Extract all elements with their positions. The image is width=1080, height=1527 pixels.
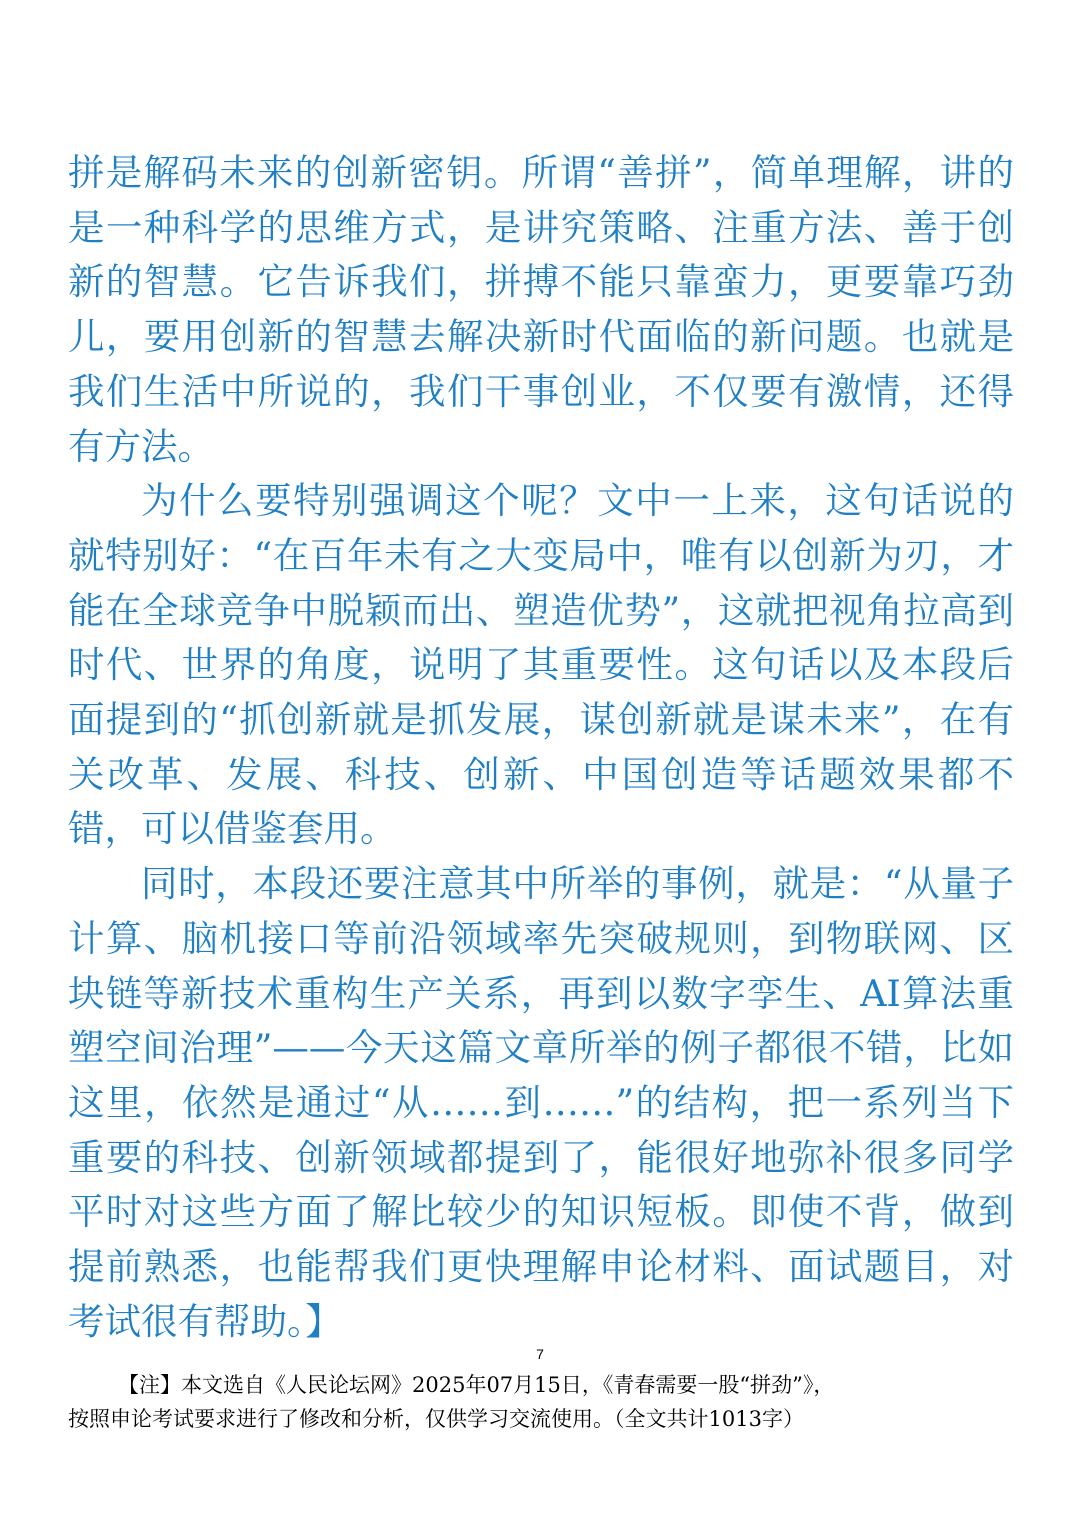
paragraph-1: 拼是解码未来的创新密钥。所谓“善拼”，简单理解，讲的是一种科学的思维方式，是讲究策略、注重方法、善于创新的智慧。它告诉我们，拼搏不能只靠蛮力，更要靠巧劲儿，要用创新的智慧去解决新时代面临的新问题。也就是我们生活中所说的，我们干事创业，不仅要有激情，还得有方法。	[68, 151, 1014, 468]
footnote-line-2: 按照申论考试要求进行了修改和分析，仅供学习交流使用。（全文共计1013字）	[68, 1407, 804, 1431]
page-number: 7	[536, 1346, 544, 1362]
source-footnote	[68, 1368, 1018, 1436]
paragraph-2: 为什么要特别强调这个呢？文中一上来，这句话说的就特别好：“在百年未有之大变局中，唯有以创新为刃，才能在全球竞争中脱颖而出、塑造优势”，这就把视角拉高到时代、世界的角度，说明了其重要性。这句话以及本段后面提到的“抓创新就是抓发展，谋创新就是谋未来”，在有关改革、发展、科技、创新、中国创造等话题效果都不错，可以借鉴套用。	[68, 479, 1014, 851]
paragraph-3: 同时，本段还要注意其中所举的事例，就是：“从量子计算、脑机接口等前沿领域率先突破规则，到物联网、区块链等新技术重构生产关系，再到以数字孪生、AI算法重塑空间治理”——今天这篇文章所举的例子都很不错，比如这里，依然是通过“从……到……”的结构，把一系列当下重要的科技、创新领域都提到了，能很好地弥补很多同学平时对这些方面了解比较少的知识短板。即使不背，做到提前熟悉，也能帮我们更快理解申论材料、面试题目，对考试很有帮助。】	[68, 862, 1014, 1343]
article-body	[68, 146, 1014, 1349]
footnote-line-1: 【注】本文选自《人民论坛网》2025年07月15日，《青春需要一股“拼劲”》，	[118, 1373, 835, 1397]
